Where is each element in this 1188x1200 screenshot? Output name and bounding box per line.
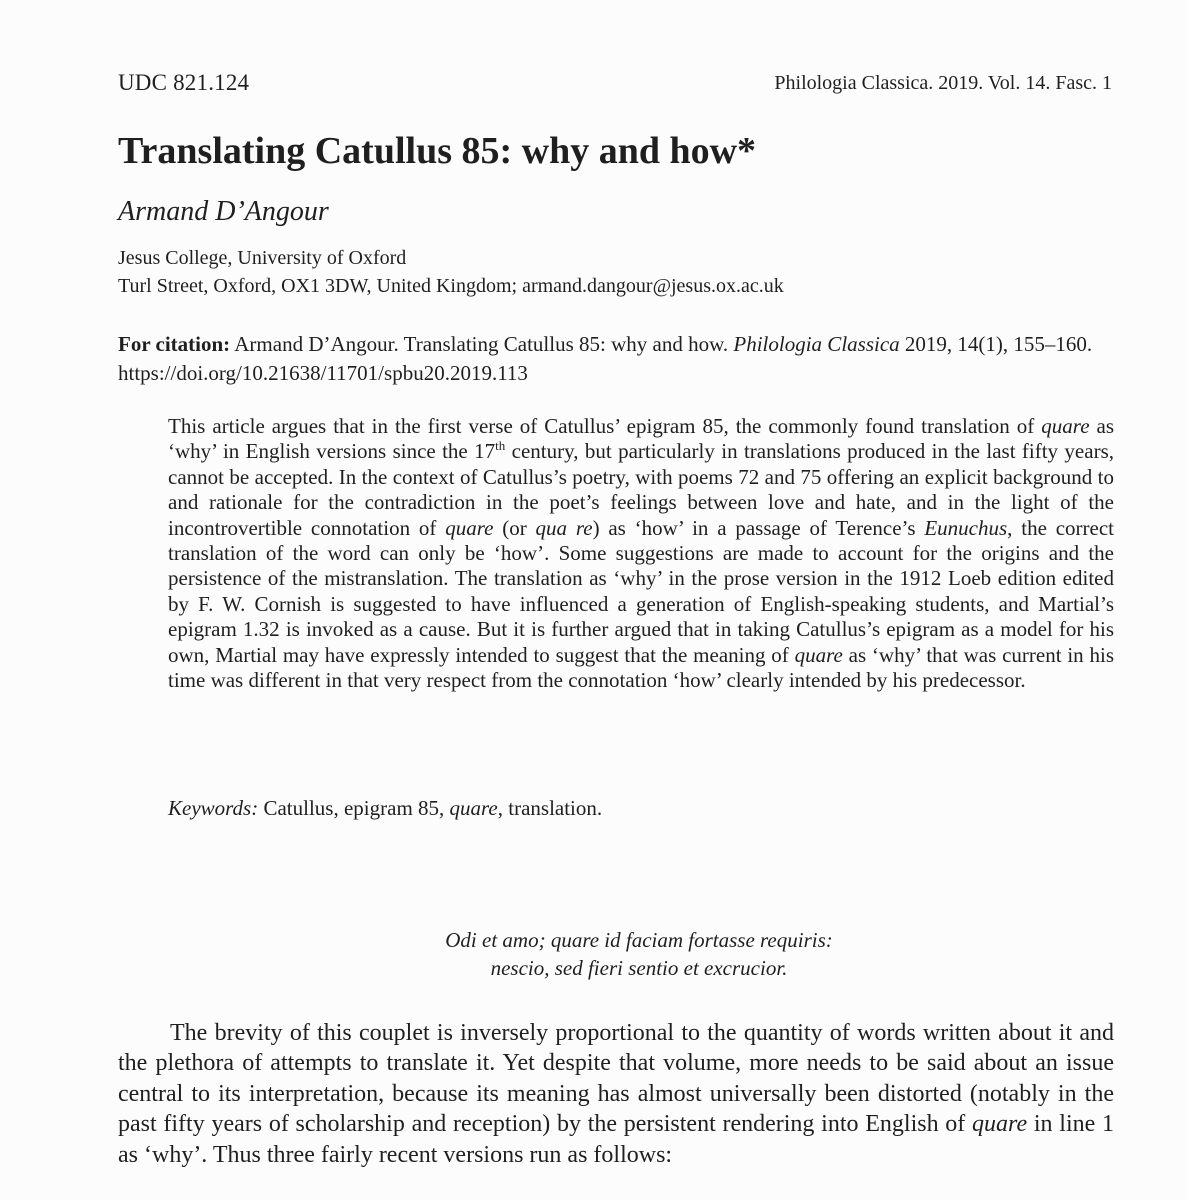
abstract-italic: Eunuchus (924, 515, 1008, 540)
abstract-part: as ‘why’ that was current in his time was different in that very respect from the connotation ‘how’ clearly intended by his predecessor. (168, 642, 1114, 693)
citation-label: For citation: (118, 332, 231, 356)
abstract-part: This article argues that in the first verse of Catullus’ epigram 85, the commonly found translation of (168, 414, 1042, 438)
keywords-italic: quare (449, 796, 498, 820)
udc-code: UDC 821.124 (118, 70, 250, 95)
affiliation-line-1: Jesus College, University of Oxford (118, 247, 407, 269)
affiliation-line-2: Turl Street, Oxford, OX1 3DW, United Kingdom; armand.dangour@jesus.ox.ac.uk (118, 275, 784, 297)
body-italic: quare (972, 1111, 1028, 1138)
abstract-part: (or (493, 515, 536, 540)
author-name: Armand D’Angour (118, 196, 329, 227)
journal-header: Philologia Classica. 2019. Vol. 14. Fasc. 1 (774, 72, 1112, 94)
article-title: Translating Catullus 85: why and how* (118, 130, 757, 172)
author-affiliation (118, 244, 784, 300)
abstract-italic: qua re (535, 515, 593, 540)
citation-text-a: Armand D’Angour. Translating Catullus 85: why and how. (230, 332, 734, 356)
abstract-italic: quare (445, 515, 494, 540)
abstract-part: , the correct translation of the word can only be ‘how’. Some suggestions are made to account for the origins and the persistence of the mistranslation. The translation as ‘why’ in the prose version in the 1912 Loeb edition edited by F. W. Cornish is suggested to have influenced a generation of English-speaking students, and Martial’s epigram 1.32 is invoked as a cause. But it is further argued that in taking Catullus’s epigram as a model for his own, Martial may have expressly intended to suggest that the meaning of (168, 515, 1114, 667)
keywords-text-b: , translation. (497, 796, 603, 820)
abstract-italic: quare (1041, 414, 1090, 438)
citation-block (118, 330, 1114, 388)
verse-line-1: Odi et amo; quare id faciam fortasse requiris: (445, 928, 833, 952)
abstract-italic: quare (794, 642, 843, 667)
keywords (168, 796, 602, 821)
body-text-a: The brevity of this couplet is inversely proportional to the quantity of words written about it and the plethora of attempts to translate it. Yet despite that volume, more needs to be said about an issue central to its interpretation, because its meaning has almost universally been distorted (notably in the past fifty years of scholarship and reception) by the persistent rendering into English of (118, 1020, 1114, 1138)
body-text-b: in line 1 as ‘why’. Thus three fairly recent versions run as follows: (118, 1111, 1114, 1168)
abstract-superscript: th (495, 438, 506, 454)
keywords-label: Keywords: (168, 796, 259, 820)
abstract-part: as ‘why’ in English versions since the 17 (168, 414, 1115, 464)
verse-line-2: nescio, sed fieri sentio et excrucior. (490, 956, 788, 980)
citation-text-b: 2019, 14(1), 155–160. https://doi.org/10.21638/11701/spbu20.2019.113 (118, 332, 1093, 385)
citation-journal: Philologia Classica (733, 332, 900, 356)
abstract-part: century, but particularly in translations produced in the last fifty years, cannot be accepted. In the context of Catullus’s poetry, with poems 72 and 75 offering an explicit background to and rationale for the contradiction in the poet’s feelings between love and hate, and in the light of the incontrovertible connotation of (168, 439, 1114, 540)
abstract-part: ) as ‘how’ in a passage of Terence’s (592, 515, 925, 540)
body-paragraph (118, 1018, 1114, 1170)
latin-verse (0, 926, 1188, 982)
keywords-text-a: Catullus, epigram 85, (258, 796, 450, 820)
abstract (168, 414, 1114, 693)
